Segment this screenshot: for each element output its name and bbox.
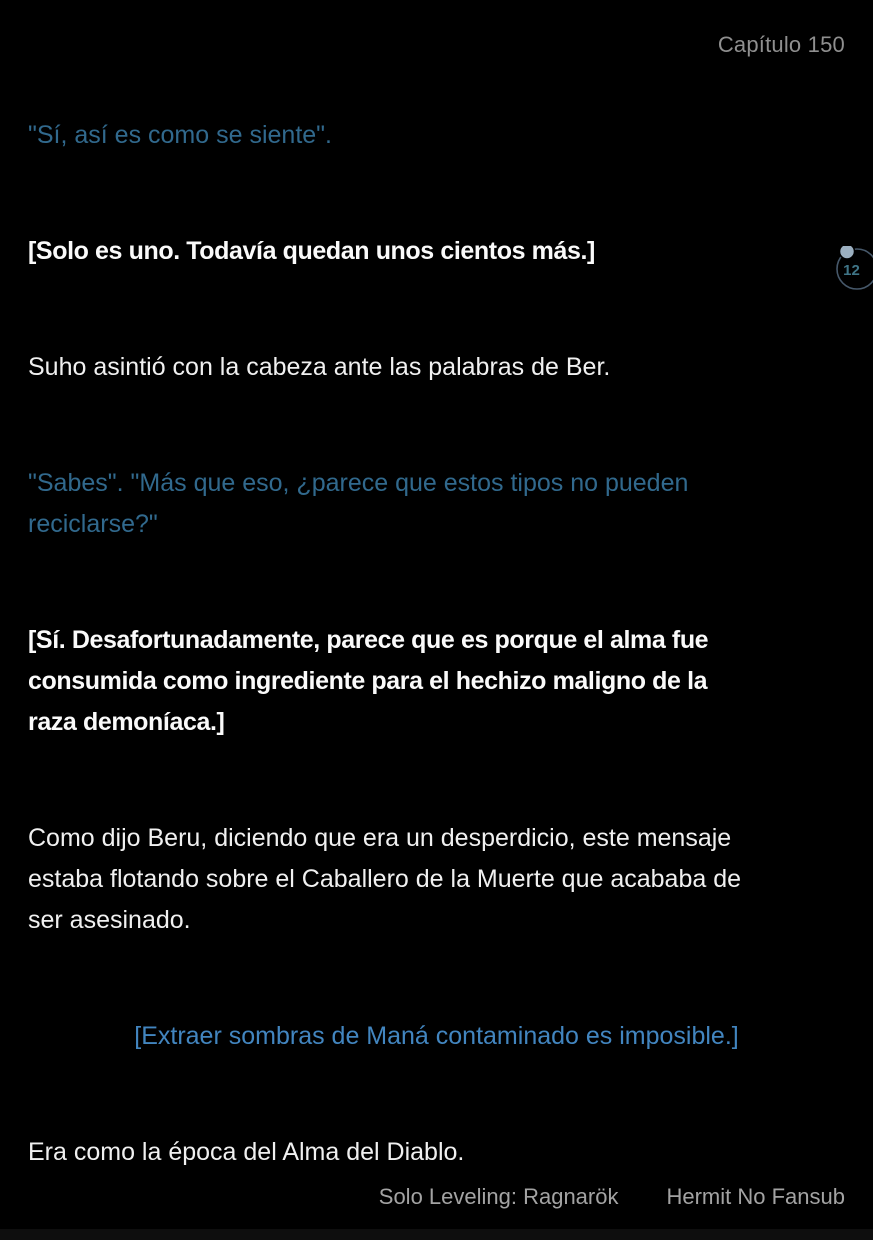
text-line: consumida como ingrediente para el hechizo maligno de la — [28, 667, 708, 695]
series-title: Solo Leveling: Ragnarök — [378, 1184, 619, 1209]
text-line: raza demoníaca.] — [28, 708, 225, 736]
text-line: Suho asintió con la cabeza ante las palabras de Ber. — [28, 353, 611, 381]
paragraph-system-message — [28, 620, 845, 743]
paragraph-dialogue — [28, 463, 845, 545]
text-line: Era como la época del Alma del Diablo. — [28, 1138, 465, 1166]
paragraph-narration — [28, 347, 845, 388]
text-line: reciclarse?" — [28, 510, 158, 538]
bottom-edge-bar — [0, 1229, 873, 1240]
chapter-label: Capítulo 150 — [717, 32, 845, 57]
page-footer — [28, 1184, 845, 1210]
paragraph-dialogue — [28, 115, 845, 156]
text-line: [Extraer sombras de Maná contaminado es imposible.] — [134, 1022, 739, 1050]
paragraph-system-centered — [28, 1016, 845, 1057]
paragraph-narration — [28, 818, 845, 941]
text-line: ser asesinado. — [28, 906, 191, 934]
text-line: [Sí. Desafortunadamente, parece que es porque el alma fue — [28, 626, 709, 654]
paragraph-system-message — [28, 231, 845, 272]
paragraph-narration — [28, 1132, 845, 1173]
comment-count-text: 12 — [843, 262, 860, 279]
text-line: [Solo es uno. Todavía quedan unos cientos más.] — [28, 237, 595, 265]
page-content — [0, 30, 873, 1240]
comment-bubble-icon — [836, 246, 873, 290]
text-line: estaba flotando sobre el Caballero de la Muerte que acababa de — [28, 865, 742, 893]
comment-count-badge[interactable] — [836, 246, 873, 290]
text-line: Como dijo Beru, diciendo que era un desperdicio, este mensaje — [28, 824, 732, 852]
fansub-credit: Hermit No Fansub — [666, 1184, 845, 1209]
text-line: "Sabes". "Más que eso, ¿parece que estos tipos no pueden — [28, 469, 689, 497]
text-line: "Sí, así es como se siente". — [28, 121, 332, 149]
